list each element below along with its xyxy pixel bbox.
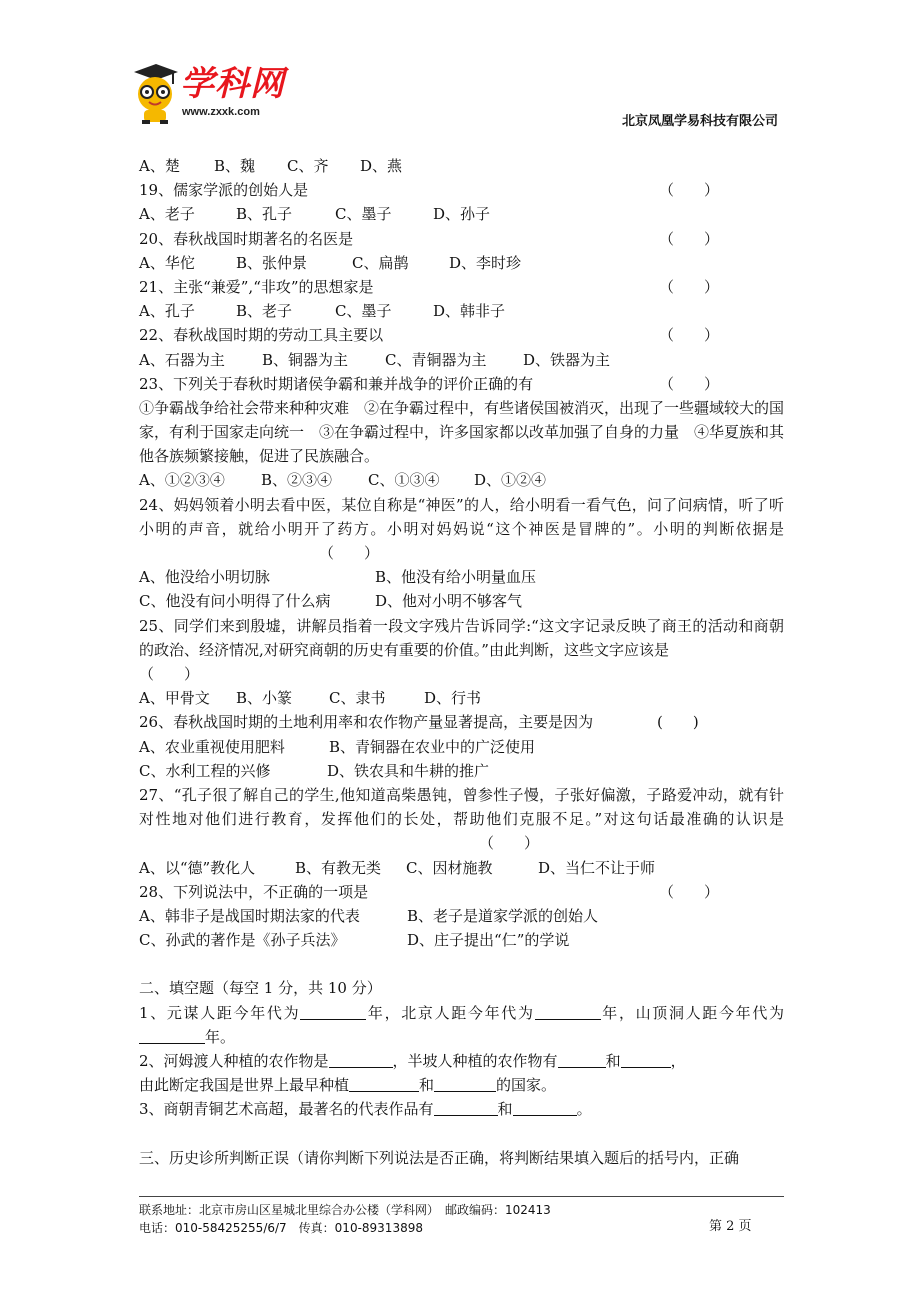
blank-text: 3、商朝青铜艺术高超，最著名的代表作品有 xyxy=(139,1100,434,1119)
answer-paren: （ ） xyxy=(659,181,720,200)
section-title: 三、历史诊所判断正误（请你判断下列说法是否正确，将判断结果填入题后的括号内，正确 xyxy=(139,1148,740,1167)
option: C、墨子 xyxy=(335,302,392,321)
answer-blank[interactable] xyxy=(558,1051,606,1068)
answer-blank[interactable] xyxy=(434,1075,496,1092)
answer-blank[interactable] xyxy=(329,1051,393,1068)
answer-blank[interactable] xyxy=(535,1003,601,1020)
answer-paren: （ ） xyxy=(479,834,540,853)
stem-text: 19、儒家学派的创始人是 xyxy=(139,181,309,200)
fill-blank-3 xyxy=(139,1097,784,1121)
option: A、华佗 xyxy=(139,253,195,272)
blank-text: 年。 xyxy=(205,1027,236,1046)
options-row xyxy=(139,202,784,226)
fill-blank-2 xyxy=(139,1049,784,1073)
fill-blank-1 xyxy=(139,1001,784,1049)
blank-text: 2、河姆渡人种植的农作物是 xyxy=(139,1051,329,1070)
blank-text: 。 xyxy=(576,1100,592,1119)
option: A、农业重视使用肥料 xyxy=(139,737,285,756)
option: C、因材施教 xyxy=(406,858,493,877)
question-stem xyxy=(139,880,784,904)
question-body xyxy=(139,614,784,687)
option: C、他没有问小明得了什么病 xyxy=(139,592,331,611)
options-row xyxy=(139,589,784,613)
option: D、行书 xyxy=(424,689,482,708)
blank-text: 1、元谋人距今年代为 xyxy=(139,1003,301,1022)
question-stem xyxy=(139,178,784,202)
option: C、墨子 xyxy=(335,205,392,224)
option: B、老子 xyxy=(236,302,293,321)
option: A、以“德”教化人 xyxy=(139,858,256,877)
blank-text: 年，山顶洞人距今年代为 xyxy=(600,1003,784,1022)
options-row xyxy=(139,928,784,952)
option: B、孔子 xyxy=(236,205,293,224)
option: D、①②④ xyxy=(474,471,547,490)
option: D、燕 xyxy=(360,157,403,175)
option: B、魏 xyxy=(214,157,256,175)
stem-text: 21、主张“兼爱”,“非攻”的思想家是 xyxy=(139,277,374,296)
option: D、孙子 xyxy=(433,205,491,224)
option: B、小篆 xyxy=(236,689,293,708)
option: C、水利工程的兴修 xyxy=(139,761,271,780)
question-body: ①争霸战争给社会带来种种灾难 ②在争霸过程中，有些诸侯国被消灭，出现了一些疆域较大的国家，有利于国家走向统一 ③在争霸过程中，许多国家都以改革加强了自身的力量 ④华夏族和其他各族频繁接触，促进了民族融合。 xyxy=(139,398,785,466)
options-row xyxy=(139,565,784,589)
question-stem xyxy=(139,275,784,299)
document-body xyxy=(139,154,784,1170)
question-stem xyxy=(139,323,784,347)
option: B、有教无类 xyxy=(295,858,382,877)
question-body xyxy=(139,493,784,566)
fill-blank-2b xyxy=(139,1073,784,1097)
question-body xyxy=(139,783,784,856)
answer-paren: （ ） xyxy=(659,882,720,901)
blank-text: ， xyxy=(670,1051,686,1070)
answer-blank[interactable] xyxy=(434,1099,498,1116)
answer-blank[interactable] xyxy=(349,1075,419,1092)
blank-text: 和 xyxy=(419,1076,435,1095)
question-stem xyxy=(139,372,784,396)
blank-text: ，半坡人种植的农作物有 xyxy=(392,1051,558,1070)
options-row xyxy=(139,856,784,880)
option: C、①③④ xyxy=(368,471,440,490)
option: A、石器为主 xyxy=(139,350,225,369)
option: C、青铜器为主 xyxy=(385,350,487,369)
options-row xyxy=(139,686,784,710)
logo-title: 学科网 xyxy=(180,64,285,104)
options-row xyxy=(139,299,784,323)
logo xyxy=(128,62,298,126)
options-row xyxy=(139,759,784,783)
option: D、铁器为主 xyxy=(523,350,611,369)
option: D、韩非子 xyxy=(433,302,506,321)
answer-blank[interactable] xyxy=(513,1099,577,1116)
footer-address: 联系地址：北京市房山区星城北里综合办公楼（学科网） 邮政编码：102413 xyxy=(139,1203,551,1217)
option: A、楚 xyxy=(139,157,180,175)
option: B、②③④ xyxy=(261,471,333,490)
company-name: 北京凤凰学易科技有限公司 xyxy=(621,114,778,129)
options-row xyxy=(139,735,784,759)
option: A、他没给小明切脉 xyxy=(139,568,270,587)
answer-paren: （ ） xyxy=(319,544,380,563)
footer-phone: 电话：010-58425255/6/7 传真：010-89313898 xyxy=(139,1221,423,1235)
answer-blank[interactable] xyxy=(300,1003,366,1020)
stem-text: 24、妈妈领着小明去看中医，某位自称是“神医”的人，给小明看一看气色，问了问病情，听了听小明的声音，就给小明开了药方。小明对妈妈说“这个神医是冒牌的”。小明的判断依据是 xyxy=(139,495,784,538)
option: B、张仲景 xyxy=(236,253,308,272)
option: B、老子是道家学派的创始人 xyxy=(407,907,599,925)
options-row xyxy=(139,904,784,928)
options-row xyxy=(139,348,784,372)
option: D、他对小明不够客气 xyxy=(375,592,523,611)
answer-paren: ( ) xyxy=(657,713,699,732)
blank-text: 年，北京人距今年代为 xyxy=(366,1003,535,1022)
option: D、铁农具和牛耕的推广 xyxy=(327,761,490,780)
stem-text: 25、同学们来到殷墟，讲解员指着一段文字残片告诉同学:“这文字记录反映了商王的活动和商朝的政治、经济情况,对研究商朝的历史有重要的价值。”由此判断，这些文字应该是 xyxy=(139,616,784,659)
option: A、韩非子是战国时期法家的代表 xyxy=(139,907,360,925)
option: D、当仁不让于师 xyxy=(538,858,656,877)
blank-text: 的国家。 xyxy=(496,1076,557,1095)
answer-paren: （ ） xyxy=(139,665,200,684)
option: C、齐 xyxy=(287,157,329,175)
blank-text: 和 xyxy=(497,1100,513,1119)
blank-text: 由此断定我国是世界上最早种植 xyxy=(139,1076,350,1095)
answer-paren: （ ） xyxy=(659,229,720,248)
section-title: 二、填空题（每空 1 分，共 10 分） xyxy=(139,979,382,998)
answer-paren: （ ） xyxy=(659,374,720,393)
option: A、甲骨文 xyxy=(139,689,210,708)
option: B、他没有给小明量血压 xyxy=(375,568,537,587)
stem-text: 28、下列说法中，不正确的一项是 xyxy=(139,882,369,901)
option: D、李时珍 xyxy=(449,253,522,272)
option: C、孙武的著作是《孙子兵法》 xyxy=(139,931,346,950)
stem-text: 22、春秋战国时期的劳动工具主要以 xyxy=(139,326,384,345)
question-stem xyxy=(139,710,784,734)
option: A、孔子 xyxy=(139,302,195,321)
footer-divider xyxy=(139,1196,784,1197)
mascot-icon xyxy=(128,62,180,126)
q18-options xyxy=(139,154,784,178)
option: A、老子 xyxy=(139,205,195,224)
page-number: 第 2 页 xyxy=(709,1219,752,1234)
question-stem xyxy=(139,227,784,251)
options-row xyxy=(139,251,784,275)
stem-text: 27、“孔子很了解自己的学生,他知道高柴愚钝，曾参性子慢，子张好偏激，子路爱冲动，就有针对性地对他们进行教育，发挥他们的长处，帮助他们克服不足。”对这句话最准确的认识是 xyxy=(139,786,784,829)
answer-paren: （ ） xyxy=(659,326,720,345)
option: B、铜器为主 xyxy=(262,350,349,369)
option: C、扁鹊 xyxy=(352,253,409,272)
blank-text: 和 xyxy=(605,1051,621,1070)
stem-text: 23、下列关于春秋时期诸侯争霸和兼并战争的评价正确的有 xyxy=(139,374,534,393)
logo-url: www.zxxk.com xyxy=(182,106,260,118)
answer-blank[interactable] xyxy=(621,1051,671,1068)
options-row xyxy=(139,468,784,492)
stem-text: 20、春秋战国时期著名的名医是 xyxy=(139,229,354,248)
answer-blank[interactable] xyxy=(139,1027,205,1044)
option: A、①②③④ xyxy=(139,471,225,490)
option: B、青铜器在农业中的广泛使用 xyxy=(329,737,536,756)
stem-text: 26、春秋战国时期的土地利用率和农作物产量显著提高，主要是因为 xyxy=(139,713,594,732)
answer-paren: （ ） xyxy=(659,277,720,296)
option: D、庄子提出“仁”的学说 xyxy=(407,931,570,950)
option: C、隶书 xyxy=(329,689,386,708)
